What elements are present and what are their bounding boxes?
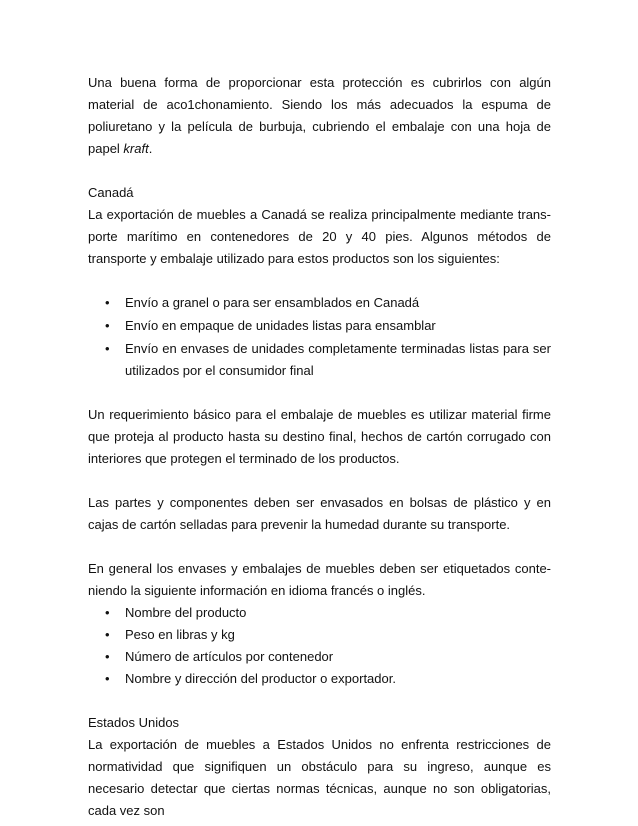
canada-paragraph: La exportación de muebles a Canadá se realiza principalmente mediante trans-porte marítimo en contenedores de 20 y 40 pies. Algunos métodos de transporte y embalaje utilizado para estos productos son los siguientes: [88, 207, 551, 266]
transport-methods-list [88, 292, 551, 382]
list-item: • Envío en empaque de unidades listas para ensamblar [88, 315, 551, 337]
usa-heading: Estados Unidos [88, 715, 180, 730]
list-item: • Envío a granel o para ser ensamblados en Canadá [88, 292, 551, 314]
usa-paragraph: La exportación de muebles a Estados Unidos no enfrenta restricciones de normatividad que signifiquen un obstáculo para su ingreso, aunque es necesario detectar que ciertas normas técnicas, aunque no son obligatorias, cada vez son [88, 737, 551, 818]
kraft-term: kraft [123, 141, 149, 156]
intro-text: Una buena forma de proporcionar esta protección es cubrirlos con algún material de aco1chonamiento. Siendo los más adecuados la espuma de poliuretano y la película de burbuja, cubriendo el embalaje con una hoja de papel [88, 75, 551, 156]
canada-heading: Canadá [88, 185, 134, 200]
list-item: • Envío en envases de unidades completamente terminadas listas para ser utilizados por el consumidor final [88, 338, 551, 382]
labeling-items-list [88, 602, 551, 690]
list-item: • Número de artículos por contenedor [88, 646, 551, 668]
intro-paragraph [88, 72, 551, 160]
parts-paragraph: Las partes y componentes deben ser envasados en bolsas de plástico y en cajas de cartón selladas para prevenir la humedad durante su transporte. [88, 495, 551, 532]
labeling-intro-paragraph: En general los envases y embalajes de muebles deben ser etiquetados conte-niendo la siguiente información en idioma francés o inglés. [88, 561, 551, 598]
requirement-paragraph: Un requerimiento básico para el embalaje de muebles es utilizar material firme que proteja al producto hasta su destino final, hechos de cartón corrugado con interiores que protegen el terminado de los productos. [88, 407, 551, 466]
list-item: • Peso en libras y kg [88, 624, 551, 646]
intro-period: . [148, 141, 153, 156]
list-item: • Nombre y dirección del productor o exportador. [88, 668, 551, 690]
list-item: • Nombre del producto [88, 602, 551, 624]
